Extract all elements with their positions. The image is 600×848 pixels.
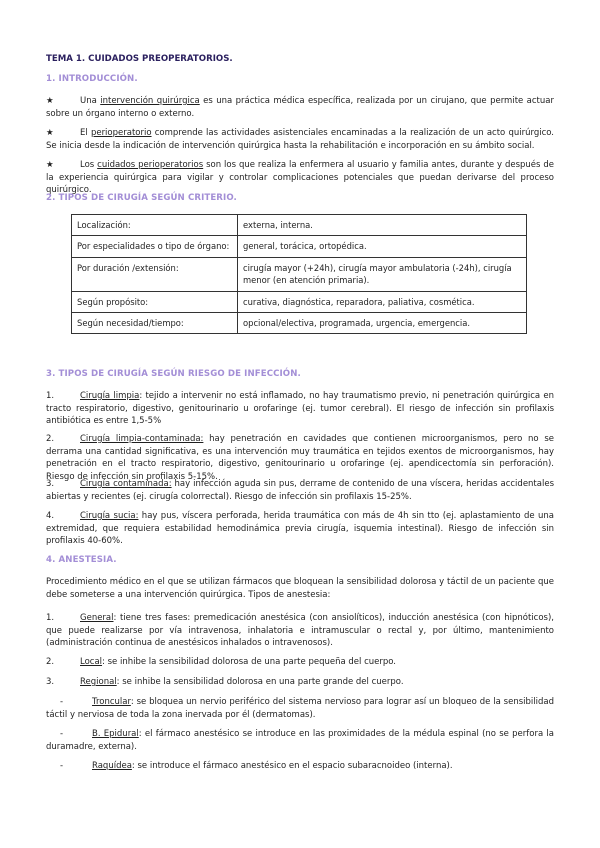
anesthesia-term: General (80, 613, 114, 623)
regional-subitem-2: - B. Epidural: el fármaco anestésico se introduce en las proximidades de la médula espinal (no se perfora la duramadre, externa). (46, 729, 554, 752)
criteria-value: curativa, diagnóstica, reparadora, paliativa, cosmética. (238, 291, 527, 312)
infection-item-4: 4. Cirugía sucia: hay pus, víscera perforada, herida traumática con más de 4h sin tto (ej. aplastamiento de una extremidad, que requiera estabilidad hemodinámica previa cirugía, isquemia intestinal). Riesgo de infección sin profilaxis 40-60%. (46, 511, 554, 547)
regional-subitem-1: - Troncular: se bloquea un nervio periférico del sistema nervioso para lograr así un bloqueo de la sensibilidad táctil y nerviosa de toda la zona inervada por él (dermatomas). (46, 697, 554, 720)
intro-paragraph-3: ★ Los cuidados perioperatorios son los que realiza la enfermera al usuario y familia antes, durante y después de la experiencia quirúrgica para vigilar y controlar complicaciones potenciales que puedan derivarse del proceso quirúrgico. (46, 160, 555, 196)
intro-term: cuidados perioperatorios (97, 160, 204, 170)
star-bullet-icon: ★ (46, 128, 54, 138)
infection-item-2: 2. Cirugía limpia-contaminada: hay penetración en cavidades que contienen microorganismos, pero no se derrama una cantidad significativa, es una intervención muy traumática en tejidos exentos de microorganismos, hay penetración en el tracto respiratorio, digestivo, genitourinario u orofaringe (ej. apendicectomía sin perforación). Riesgo de infección sin profilaxis 5-15%. (46, 434, 554, 482)
anesthesia-item-1: 1. General: tiene tres fases: premedicación anestésica (con ansiolíticos), inducción anestésica (con hipnóticos), que puede realizarse por vía intravenosa, inhalatoria e intramuscular o rectal y, por último, mantenimiento (administración continua de anestésicos inhalados o intravenosos). (46, 613, 554, 649)
criteria-key: Por especialidades o tipo de órgano: (72, 236, 238, 257)
infection-term: Cirugía contaminada: (80, 479, 172, 489)
anesthesia-intro: Procedimiento médico en el que se utilizan fármacos que bloquean la sensibilidad dolorosa y táctil de un paciente que debe someterse a una intervención quirúrgica. Tipos de anestesia: (46, 577, 554, 600)
star-bullet-icon: ★ (46, 96, 54, 106)
criteria-key: Por duración /extensión: (72, 257, 238, 291)
infection-term: Cirugía limpia-contaminada: (80, 434, 204, 444)
table-row (72, 257, 527, 291)
anesthesia-term: Local (80, 657, 103, 667)
intro-paragraph-2: ★ El perioperatorio comprende las actividades asistenciales encaminadas a la realización de un acto quirúrgico. Se inicia desde la indicación de intervención quirúrgica hasta la rehabilitación e incorporación en su ámbito social. (46, 128, 554, 151)
criteria-value: externa, interna. (238, 215, 527, 236)
star-bullet-icon: ★ (46, 160, 54, 170)
infection-item-3: 3. Cirugía contaminada: hay infección aguda sin pus, derrame de contenido de una víscera, heridas accidentales abiertas y recientes (ej. cirugía colorrectal). Riesgo de infección sin profilaxis 15-25%. (46, 479, 554, 502)
subitem-term: B. Epidural (92, 729, 139, 739)
subitem-term: Troncular (92, 697, 131, 707)
table-row (72, 313, 527, 334)
infection-term: Cirugía limpia (80, 391, 140, 401)
infection-term: Cirugía sucia: (80, 511, 139, 521)
criteria-table (71, 214, 527, 334)
intro-term: intervención quirúrgica (100, 96, 200, 106)
criteria-value: cirugía mayor (+24h), cirugía mayor ambulatoria (-24h), cirugía menor (en atención primaria). (238, 257, 527, 291)
page-title: TEMA 1. CUIDADOS PREOPERATORIOS. (46, 54, 233, 64)
intro-term: perioperatorio (90, 128, 152, 138)
criteria-key: Según propósito: (72, 291, 238, 312)
anesthesia-item-2: 2. Local: se inhibe la sensibilidad dolorosa de una parte pequeña del cuerpo. (46, 657, 397, 667)
criteria-key: Según necesidad/tiempo: (72, 313, 238, 334)
anesthesia-term: Regional (80, 677, 117, 687)
criteria-key: Localización: (72, 215, 238, 236)
section-heading-infection: 3. TIPOS DE CIRUGÍA SEGÚN RIESGO DE INFECCIÓN. (46, 369, 301, 379)
intro-paragraph-1: ★ Una intervención quirúrgica es una práctica médica específica, realizada por un cirujano, que permite actuar sobre un órgano interno o externo. (46, 96, 554, 119)
section-heading-anesthesia: 4. ANESTESIA. (46, 555, 117, 565)
anesthesia-item-3: 3. Regional: se inhibe la sensibilidad dolorosa en una parte grande del cuerpo. (46, 677, 404, 687)
criteria-value: opcional/electiva, programada, urgencia, emergencia. (238, 313, 527, 334)
subitem-term: Raquídea (92, 761, 132, 771)
criteria-value: general, torácica, ortopédica. (238, 236, 527, 257)
table-row (72, 215, 527, 236)
section-heading-criteria: 2. TIPOS DE CIRUGÍA SEGÚN CRITERIO. (46, 193, 237, 203)
section-heading-intro: 1. INTRODUCCIÓN. (46, 74, 138, 84)
table-row (72, 291, 527, 312)
regional-subitem-3: - Raquídea: se introduce el fármaco anestésico en el espacio subaracnoideo (interna). (60, 761, 453, 771)
infection-item-1: 1. Cirugía limpia: tejido a intervenir no está inflamado, no hay traumatismo previo, ni penetración quirúrgica en tracto respiratorio, digestivo, genitourinario u orofaringe (ej. tumor cerebral). El riesgo de infección sin profilaxis antibiótica es entre 1,5-5% (46, 391, 554, 427)
table-row (72, 236, 527, 257)
